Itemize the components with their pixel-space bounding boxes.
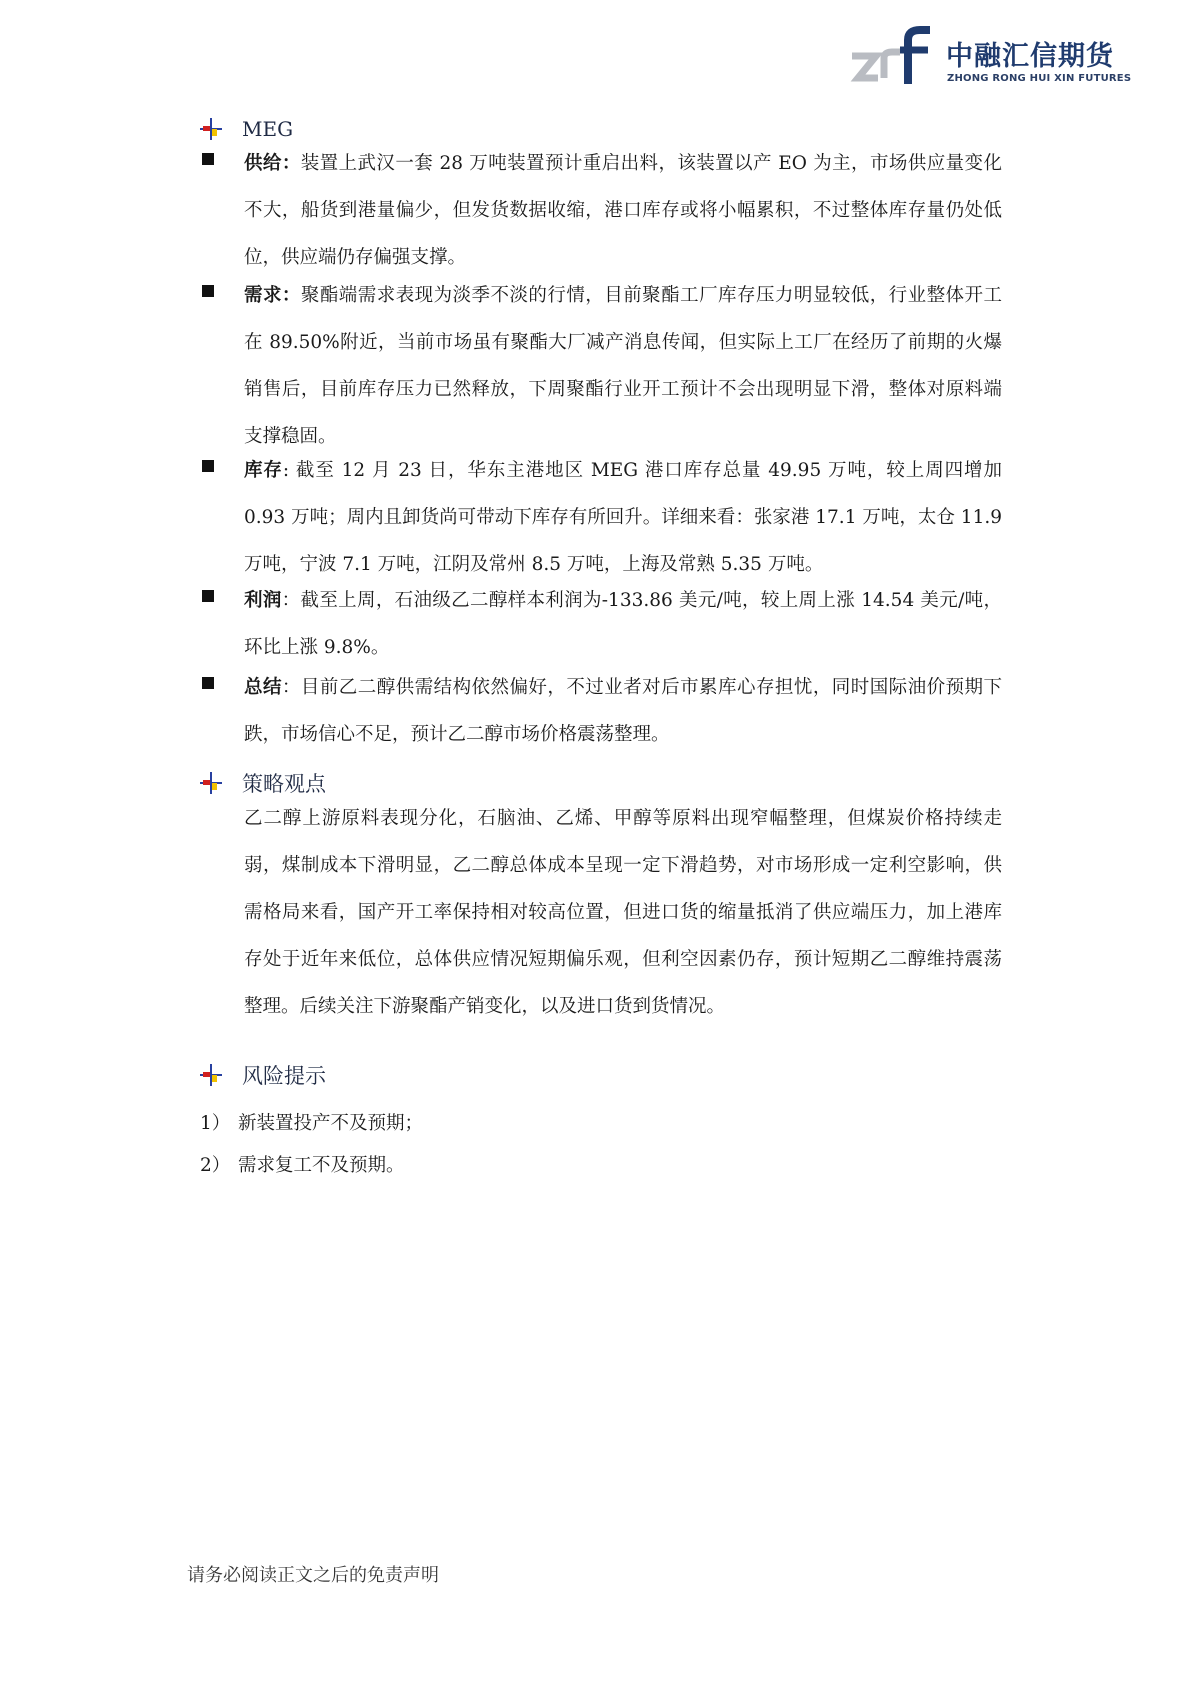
bullet-inventory <box>202 447 1002 588</box>
company-logo <box>850 26 1150 90</box>
bullet-label: 库存 <box>244 460 283 481</box>
bullet-summary <box>202 664 1002 758</box>
section-heading-risk <box>200 1058 326 1092</box>
bullet-text: 聚酯端需求表现为淡季不淡的行情，目前聚酯工厂库存压力明显较低，行业整体开工在 89.50%附近，当前市场虽有聚酯大厂减产消息传闻，但实际上工厂在经历了前期的火爆销售后，目前库存压力已然释放，下周聚酯行业开工预计不会出现明显下滑，整体对原料端支撑稳固。 <box>244 285 1002 447</box>
bullet-text: ：截至上周，石油级乙二醇样本利润为-133.86 美元/吨，较上周上涨 14.54 美元/吨，环比上涨 9.8%。 <box>244 590 1002 658</box>
bullet-text: ：目前乙二醇供需结构依然偏好，不过业者对后市累库心存担忧，同时国际油价预期下跌，市场信心不足，预计乙二醇市场价格震荡整理。 <box>244 677 1002 745</box>
logo-chinese-name: 中融汇信期货 <box>946 41 1114 72</box>
risk-item <box>200 1151 405 1181</box>
risk-item <box>200 1109 423 1139</box>
section-marker-icon <box>200 1064 222 1086</box>
logo-english-name: ZHONG RONG HUI XIN FUTURES <box>947 73 1132 84</box>
risk-item-number: 1） <box>200 1113 231 1134</box>
bullet-text: : 截至 12 月 23 日，华东主港地区 MEG 港口库存总量 49.95 万吨，较上周四增加 0.93 万吨；周内且卸货尚可带动下库存有所回升。详细来看：张家港 17.1 万吨，太仓 11.9 万吨，宁波 7.1 万吨，江阴及常州 8.5 万吨，上海及常熟 5.35 万吨。 <box>244 460 1002 575</box>
bullet-square-icon <box>202 285 214 297</box>
bullet-square-icon <box>202 153 214 165</box>
disclaimer-footer: 请务必阅读正文之后的免责声明 <box>187 1565 439 1586</box>
section-marker-icon <box>200 772 222 794</box>
bullet-label: 需求： <box>244 285 301 306</box>
bullet-text: 装置上武汉一套 28 万吨装置预计重启出料，该装置以产 EO 为主，市场供应量变化不大，船货到港量偏少，但发货数据收缩，港口库存或将小幅累积，不过整体库存量仍处低位，供应端仍存偏强支撑。 <box>244 153 1002 268</box>
bullet-label: 利润 <box>244 590 282 611</box>
bullet-label: 供给： <box>244 153 301 174</box>
bullet-label: 总结 <box>244 677 282 698</box>
risk-item-text: 新装置投产不及预期； <box>238 1113 424 1134</box>
bullet-square-icon <box>202 590 214 602</box>
strategy-paragraph: 乙二醇上游原料表现分化，石脑油、乙烯、甲醇等原料出现窄幅整理，但煤炭价格持续走弱，煤制成本下滑明显，乙二醇总体成本呈现一定下滑趋势，对市场形成一定利空影响，供需格局来看，国产开工率保持相对较高位置，但进口货的缩量抵消了供应端压力，加上港库存处于近年来低位，总体供应情况短期偏乐观，但利空因素仍存，预计短期乙二醇维持震荡整理。后续关注下游聚酯产销变化，以及进口货到货情况。 <box>244 808 1002 1017</box>
bullet-square-icon <box>202 677 214 689</box>
section-marker-icon <box>200 118 222 140</box>
bullet-profit <box>202 577 1002 671</box>
section-title: MEG <box>242 117 294 141</box>
risk-item-number: 2） <box>200 1155 231 1176</box>
zrf-logo-mark-icon <box>850 26 932 88</box>
risk-item-text: 需求复工不及预期。 <box>238 1155 405 1176</box>
bullet-square-icon <box>202 460 214 472</box>
bullet-demand <box>202 272 1002 460</box>
section-title: 风险提示 <box>242 1064 326 1088</box>
bullet-supply <box>202 140 1002 281</box>
section-title: 策略观点 <box>242 772 326 796</box>
